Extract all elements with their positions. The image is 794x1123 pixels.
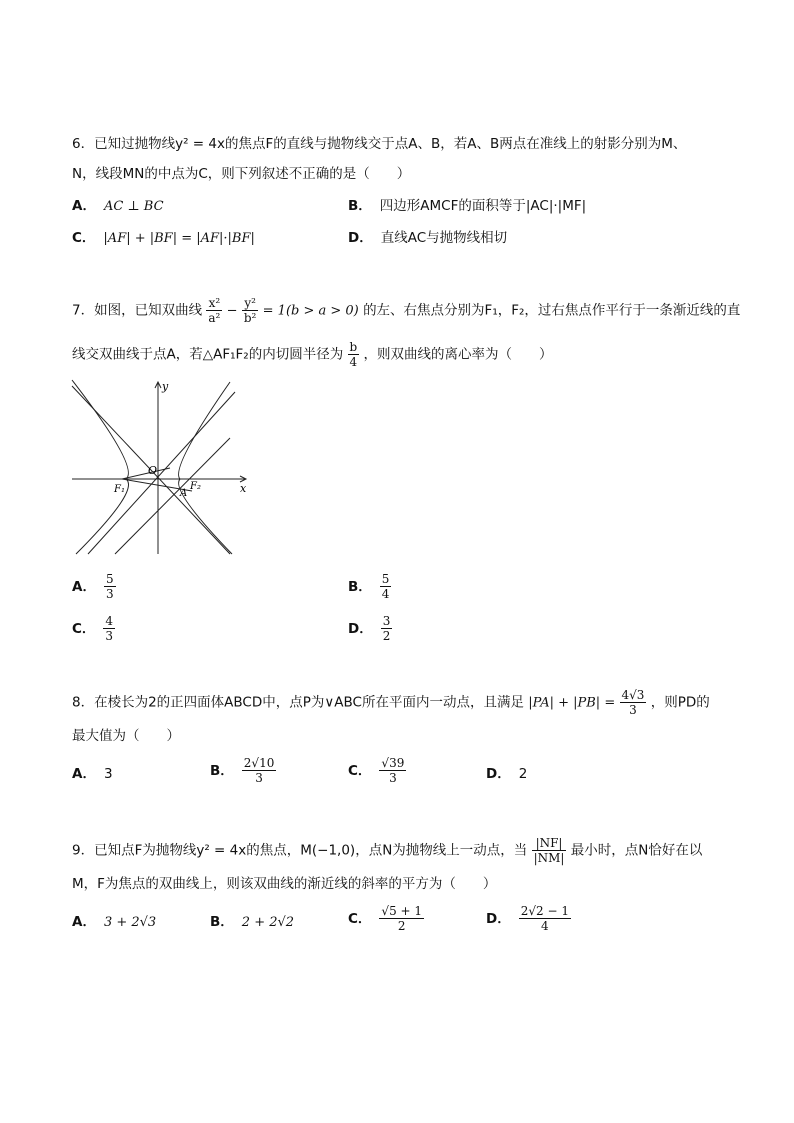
option-frac bbox=[519, 904, 571, 933]
q9-option-d bbox=[486, 904, 571, 933]
option-text: 3 bbox=[103, 766, 113, 782]
frac-num: 4 bbox=[105, 614, 114, 628]
option-label: B． bbox=[210, 914, 234, 930]
q8-stem-line1 bbox=[72, 688, 710, 717]
q7-option-d bbox=[348, 614, 392, 643]
frac-den: 3 bbox=[629, 703, 637, 717]
q8-option-b bbox=[210, 756, 276, 785]
label-f2: F₂ bbox=[190, 481, 201, 492]
option-label: A． bbox=[72, 766, 96, 782]
frac-den: b² bbox=[243, 311, 257, 325]
frac-den: 2 bbox=[382, 629, 391, 643]
q7-stem-line2-prefix: 线交双曲线于点A，若△AF₁F₂的内切圆半径为 bbox=[72, 346, 344, 363]
q8-option-c bbox=[348, 756, 406, 785]
frac-den: 3 bbox=[389, 771, 397, 785]
asymptote-2 bbox=[88, 392, 235, 554]
q9-option-b bbox=[210, 912, 294, 933]
frac-num: y² bbox=[242, 296, 259, 311]
q8-stem-line2: 最大值为（ ） bbox=[72, 728, 180, 744]
label-f1: F₁ bbox=[114, 484, 125, 495]
option-label: A． bbox=[72, 914, 96, 930]
q7-stem-line1 bbox=[72, 296, 740, 325]
q9-ratio-frac bbox=[532, 836, 567, 865]
q9-stem-line2: M，F为焦点的双曲线上，则该双曲线的渐近线的斜率的平方为（ ） bbox=[72, 876, 497, 892]
option-text: 直线AC与抛物线相切 bbox=[380, 230, 508, 246]
q7-eq-frac1 bbox=[206, 296, 222, 325]
hyperbola-left-branch bbox=[72, 380, 129, 554]
q7-option-a bbox=[72, 572, 116, 601]
option-text: AC ⊥ BC bbox=[103, 199, 164, 214]
q9-stem-suffix: 最小时，点N恰好在以 bbox=[570, 842, 703, 859]
option-label: D． bbox=[348, 620, 373, 637]
frac-den: 3 bbox=[255, 771, 263, 785]
q6-stem-line2: N，线段MN的中点为C，则下列叙述不正确的是（ ） bbox=[72, 166, 411, 182]
option-text: 2 bbox=[518, 766, 528, 782]
q9-stem-line1 bbox=[72, 836, 702, 865]
option-label: B． bbox=[210, 762, 234, 779]
frac-num: x² bbox=[206, 296, 222, 311]
q6-option-b bbox=[348, 196, 586, 216]
q9-stem-prefix: 9．已知点F为抛物线y² = 4x的焦点，M(−1,0)，点N为抛物线上一动点，当 bbox=[72, 842, 528, 859]
option-label: A． bbox=[72, 198, 96, 214]
option-label: B． bbox=[348, 198, 372, 214]
option-text: 四边形AMCF的面积等于|AC|·|MF| bbox=[379, 198, 587, 214]
frac-num: 2√2 − 1 bbox=[520, 904, 569, 918]
frac-num: 2√10 bbox=[243, 756, 275, 770]
q7-hyperbola-figure bbox=[70, 378, 250, 556]
q9-option-c bbox=[348, 904, 424, 933]
frac-den: a² bbox=[208, 311, 221, 325]
q8-stem-suffix: ，则PD的 bbox=[650, 694, 710, 711]
frac-den: 4 bbox=[349, 355, 358, 369]
option-frac bbox=[380, 572, 392, 601]
option-text: 2 + 2√2 bbox=[241, 915, 295, 930]
option-frac bbox=[104, 572, 116, 601]
frac-den: 3 bbox=[105, 629, 114, 643]
label-x: x bbox=[240, 482, 247, 495]
q7-stem-line2-suffix: ，则双曲线的离心率为（ ） bbox=[363, 346, 553, 363]
option-label: C． bbox=[72, 620, 96, 637]
option-frac bbox=[103, 614, 115, 643]
q7-stem-line2 bbox=[72, 340, 553, 369]
option-label: D． bbox=[348, 230, 373, 246]
q9-option-a bbox=[72, 912, 156, 933]
option-label: D． bbox=[486, 910, 511, 927]
frac-den: |NM| bbox=[533, 851, 565, 865]
segment-f1-extend bbox=[122, 468, 170, 479]
frac-num: 4√3 bbox=[621, 688, 645, 702]
frac-den: 3 bbox=[105, 587, 114, 601]
frac-den: 2 bbox=[397, 919, 406, 933]
label-a: A bbox=[180, 488, 188, 499]
option-text: 3 + 2√3 bbox=[103, 915, 157, 930]
option-frac bbox=[379, 904, 424, 933]
q8-stem-prefix: 8．在棱长为2的正四面体ABCD中，点P为∨ABC所在平面内一动点，且满足 bbox=[72, 694, 524, 711]
frac-den: 4 bbox=[381, 587, 390, 601]
frac-num: 3 bbox=[382, 614, 391, 628]
q7-stem-suffix: 的左、右焦点分别为F₁，F₂，过右焦点作平行于一条渐近线的直 bbox=[363, 302, 741, 319]
option-label: C． bbox=[348, 910, 372, 927]
option-label: C． bbox=[348, 762, 372, 779]
frac-num: 5 bbox=[105, 572, 114, 586]
q7-radius-frac bbox=[348, 340, 360, 369]
q7-option-c bbox=[72, 614, 115, 643]
label-y: y bbox=[162, 380, 169, 393]
frac-num: √5 + 1 bbox=[381, 904, 423, 918]
q7-eq-minus: − bbox=[226, 303, 238, 319]
q8-vector-expr: |PA| + |PB| = bbox=[528, 695, 616, 711]
q6-option-a bbox=[72, 196, 164, 217]
option-label: C． bbox=[72, 230, 96, 246]
q8-option-a bbox=[72, 764, 113, 784]
q7-option-b bbox=[348, 572, 391, 601]
q7-stem-prefix: 7．如图，已知双曲线 bbox=[72, 302, 203, 319]
option-label: D． bbox=[486, 766, 511, 782]
q8-option-d bbox=[486, 764, 527, 784]
frac-den: 4 bbox=[541, 919, 549, 933]
frac-num: |NF| bbox=[532, 836, 567, 851]
q6-stem-line1: 6．已知过抛物线y² = 4x的焦点F的直线与抛物线交于点A、B，若A、B两点在准线上的射影分别为M、 bbox=[72, 136, 687, 152]
frac-num: b bbox=[349, 340, 358, 354]
label-o: O bbox=[148, 464, 158, 477]
option-frac bbox=[381, 614, 393, 643]
option-text: |AF| + |BF| = |AF|·|BF| bbox=[103, 231, 255, 246]
q7-eq-frac2 bbox=[242, 296, 259, 325]
q6-option-d bbox=[348, 228, 507, 248]
q8-value-frac bbox=[620, 688, 647, 717]
option-frac bbox=[379, 756, 406, 785]
option-frac bbox=[242, 756, 277, 785]
frac-num: 5 bbox=[381, 572, 390, 586]
parallel-line bbox=[115, 438, 230, 554]
q7-eq-rest: = 1(b > a > 0) bbox=[262, 303, 359, 319]
option-label: A． bbox=[72, 578, 96, 595]
option-label: B． bbox=[348, 578, 372, 595]
q6-option-c bbox=[72, 228, 255, 249]
frac-num: √39 bbox=[381, 756, 405, 770]
